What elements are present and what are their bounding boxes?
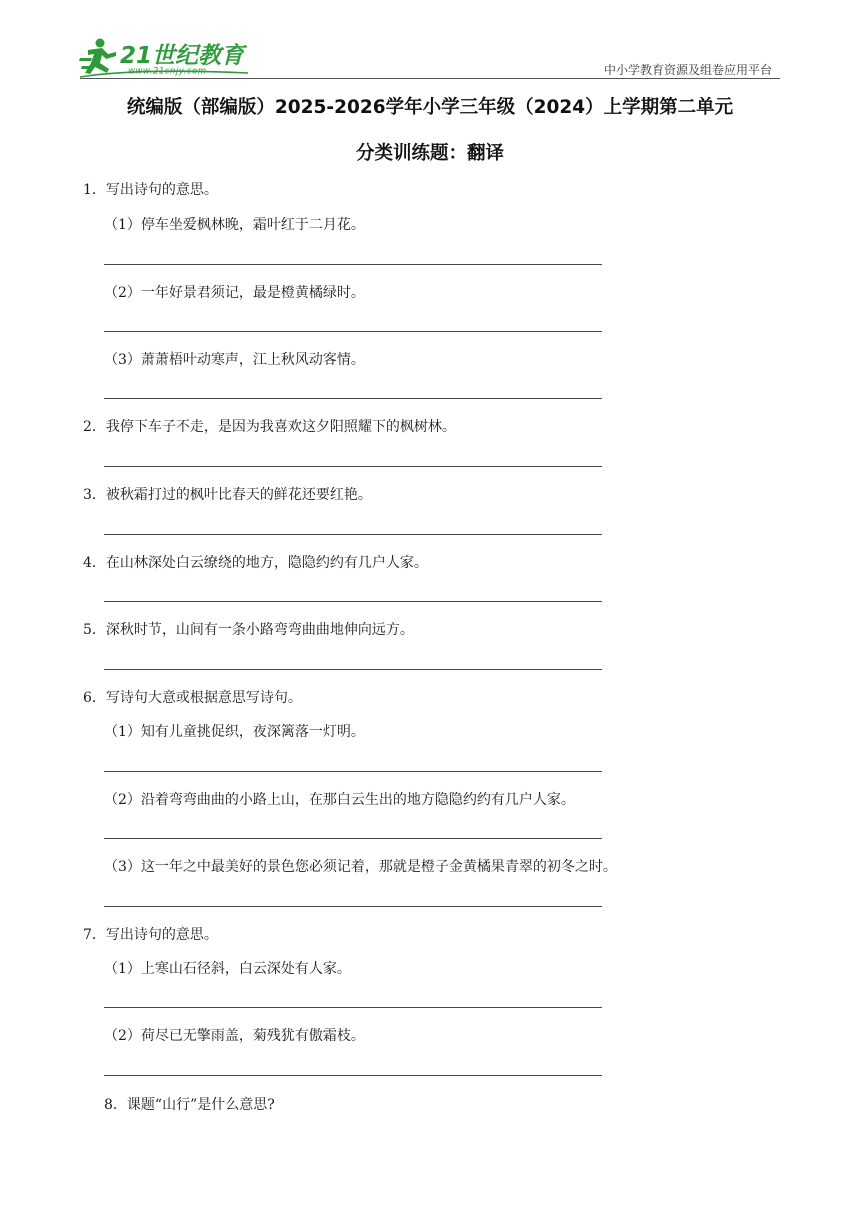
question-4 (83, 552, 428, 572)
platform-label: 中小学教育资源及组卷应用平台 (603, 63, 772, 77)
question-2 (83, 416, 456, 436)
question-number: 3． (83, 487, 106, 503)
answer-line[interactable] (104, 331, 602, 332)
question-8 (104, 1094, 275, 1114)
question-3 (83, 484, 372, 504)
question-text: 课题“山行”是什么意思? (126, 1097, 275, 1113)
question-text: 深秋时节，山间有一条小路弯弯曲曲地伸向远方。 (105, 622, 414, 638)
question-1 (83, 179, 218, 199)
answer-line[interactable] (104, 534, 602, 535)
answer-line[interactable] (104, 1075, 602, 1076)
answer-line[interactable] (104, 838, 602, 839)
header-divider (80, 78, 780, 79)
question-1-sub-1: （1）停车坐爱枫林晚，霜叶红于二月花。 (104, 217, 365, 233)
answer-line[interactable] (104, 398, 602, 399)
question-number: 2． (83, 419, 106, 435)
question-text: 写出诗句的意思。 (105, 927, 218, 943)
question-number: 6． (83, 690, 106, 706)
question-1-sub-3: （3）萧萧梧叶动寒声，江上秋风动客情。 (104, 352, 365, 368)
page-title: 统编版（部编版）2025-2026学年小学三年级（2024）上学期第二单元 (126, 97, 734, 118)
answer-line[interactable] (104, 771, 602, 772)
answer-line[interactable] (104, 466, 602, 467)
answer-line[interactable] (104, 264, 602, 265)
question-5 (83, 619, 414, 639)
question-number: 4． (83, 555, 106, 571)
logo-url: www.21cnjy.com (128, 66, 207, 77)
question-6-sub-3: （3）这一年之中最美好的景色您必须记着，那就是橙子金黄橘果青翠的初冬之时。 (104, 859, 617, 875)
runner-logo-icon (78, 36, 253, 80)
answer-line[interactable] (104, 906, 602, 907)
question-6 (83, 687, 302, 707)
question-6-sub-2: （2）沿着弯弯曲曲的小路上山，在那白云生出的地方隐隐约约有几户人家。 (104, 792, 575, 808)
question-text: 写诗句大意或根据意思写诗句。 (105, 690, 302, 706)
question-text: 在山林深处白云缭绕的地方，隐隐约约有几户人家。 (105, 555, 428, 571)
question-6-sub-1: （1）知有儿童挑促织，夜深篱落一灯明。 (104, 724, 365, 740)
question-number: 5． (83, 622, 106, 638)
question-text: 我停下车子不走，是因为我喜欢这夕阳照耀下的枫树林。 (105, 419, 456, 435)
logo-text: 21世纪教育 (120, 43, 245, 69)
question-number: 1． (83, 182, 106, 198)
answer-line[interactable] (104, 669, 602, 670)
question-number: 7． (83, 927, 106, 943)
question-1-sub-2: （2）一年好景君须记，最是橙黄橘绿时。 (104, 285, 365, 301)
question-7-sub-2: （2）荷尽已无擎雨盖，菊残犹有傲霜枝。 (104, 1028, 365, 1044)
question-text: 写出诗句的意思。 (105, 182, 218, 198)
answer-line[interactable] (104, 601, 602, 602)
question-7-sub-1: （1）上寒山石径斜，白云深处有人家。 (104, 961, 351, 977)
page-subtitle: 分类训练题：翻译 (355, 143, 504, 164)
page-header (0, 0, 860, 82)
answer-line[interactable] (104, 1007, 602, 1008)
question-text: 被秋霜打过的枫叶比春天的鲜花还要红艳。 (105, 487, 372, 503)
question-number: 8． (104, 1097, 127, 1113)
question-7 (83, 924, 218, 944)
site-logo (78, 36, 253, 80)
